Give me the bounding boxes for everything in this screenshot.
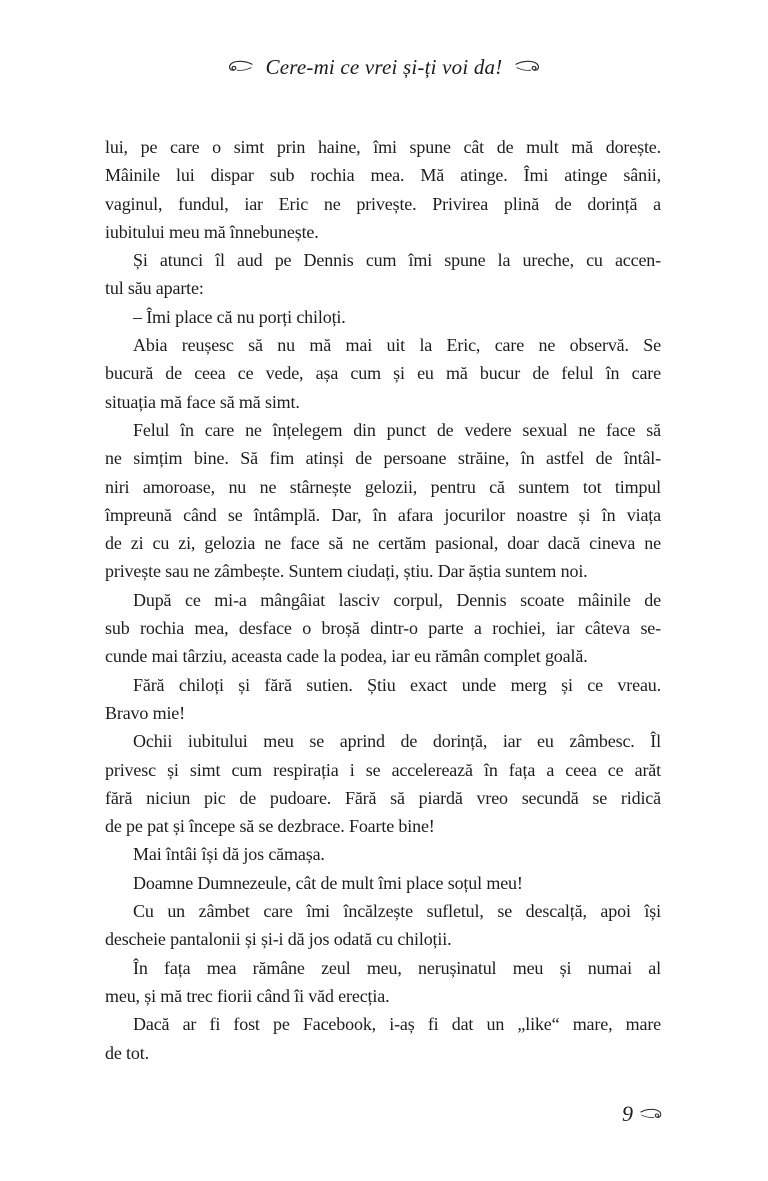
text-line: Și atunci îl aud pe Dennis cum îmi spune la ureche, cu accen- [133, 250, 661, 271]
text-line: descheie pantalonii și și-i dă jos odată cu chiloții. [105, 929, 452, 950]
text-line: meu, și mă trec fiorii când îi văd erecția. [105, 985, 390, 1006]
text-line: de tot. [105, 1042, 149, 1063]
text-line: Abia reușesc să nu mă mai uit la Eric, care ne observă. Se [133, 335, 661, 356]
text-line: de zi cu zi, gelozia ne face să ne certăm pasional, doar dacă cineva ne [105, 533, 661, 554]
text-line: împreună când se întâmplă. Dar, în afara jocurilor noastre și în viața [105, 504, 661, 525]
chapter-title: Cere-mi ce vrei și-ți voi da! [265, 54, 503, 79]
text-line: privește sau ne zâmbește. Suntem ciudați, știu. Dar ăștia suntem noi. [105, 561, 588, 582]
text-line: Felul în care ne înțelegem din punct de vedere sexual ne face să [133, 419, 661, 440]
text-line: tul său aparte: [105, 278, 204, 299]
text-line: de pe pat și începe să se dezbrace. Foarte bine! [105, 816, 435, 837]
running-header [0, 52, 768, 82]
text-line: Mai întâi își dă jos cămașa. [133, 844, 325, 865]
text-line: Mâinile lui dispar sub rochia mea. Mă atinge. Îmi atinge sânii, [105, 165, 661, 186]
text-line: privesc și simt cum respirația i se accelerează în fața a ceea ce arăt [105, 759, 661, 780]
flourish-left-icon [226, 59, 253, 75]
page-body [105, 133, 661, 1067]
text-line: ne simțim bine. Să fim atinși de persoane străine, în astfel de întâl- [105, 448, 661, 469]
text-line: lui, pe care o simt prin haine, îmi spune cât de mult mă dorește. [105, 137, 661, 157]
text-line: fără niciun pic de pudoare. Fără să piardă vreo secundă se ridică [105, 787, 661, 808]
text-line: Doamne Dumnezeule, cât de mult îmi place soțul meu! [133, 872, 523, 893]
text-line: bucură de ceea ce vede, așa cum și eu mă bucur de felul în care [105, 363, 661, 384]
flourish-right-icon [515, 59, 542, 75]
text-line: niri amoroase, nu ne stârnește gelozii, pentru că suntem tot timpul [105, 476, 661, 497]
text-line: situația mă face să mă simt. [105, 391, 300, 412]
footer-flourish-icon [640, 1107, 664, 1122]
text-line: Cu un zâmbet care îmi încălzește sufletul, se descalță, apoi își [133, 901, 661, 922]
text-line: – Îmi place că nu porți chiloți. [133, 306, 346, 327]
text-line: Ochii iubitului meu se aprind de dorință, iar eu zâmbesc. Îl [133, 731, 661, 752]
page-number: 9 [622, 1101, 633, 1126]
text-line: vaginul, fundul, iar Eric ne privește. Privirea plină de dorință a [105, 193, 661, 214]
text-line: cunde mai târziu, aceasta cade la podea, iar eu rămân complet goală. [105, 646, 588, 667]
text-line: În fața mea rămâne zeul meu, nerușinatul meu și numai al [133, 957, 661, 978]
text-line: Bravo mie! [105, 702, 185, 723]
text-line: sub rochia mea, desface o broșă dintr-o parte a rochiei, iar câteva se- [105, 618, 661, 639]
page-footer [622, 1098, 664, 1130]
text-line: Fără chiloți și fără sutien. Știu exact unde merg și ce vreau. [133, 674, 661, 695]
text-line: Dacă ar fi fost pe Facebook, i-aș fi dat un „like“ mare, mare [133, 1014, 661, 1035]
text-line: iubitului meu mă înnebunește. [105, 221, 319, 242]
text-line: După ce mi-a mângâiat lasciv corpul, Dennis scoate mâinile de [133, 589, 661, 610]
